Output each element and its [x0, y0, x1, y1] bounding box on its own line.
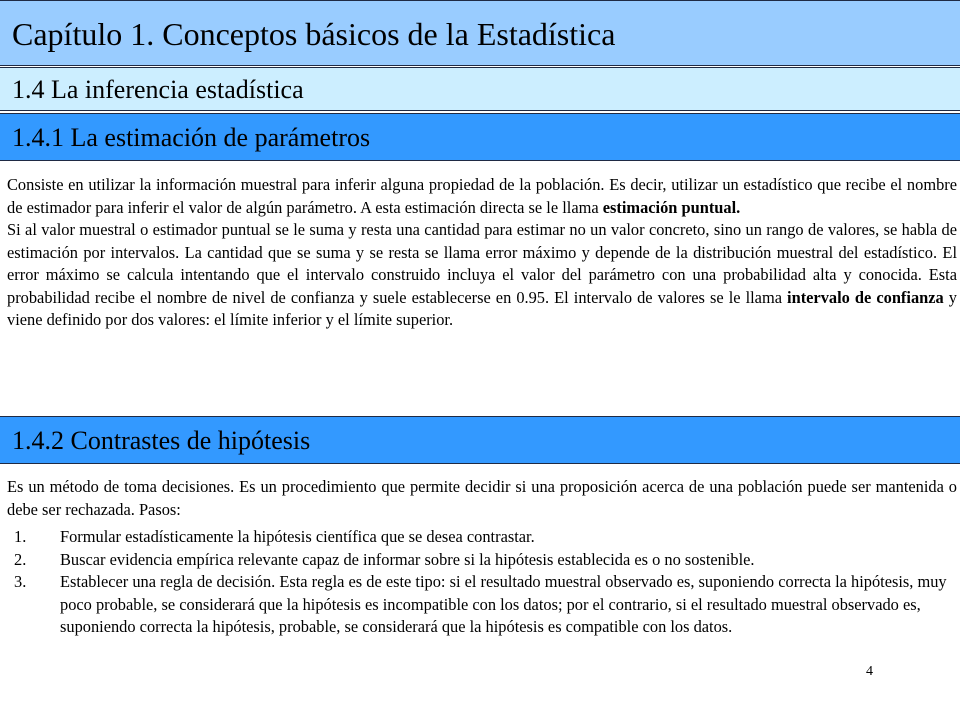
section-subtitle: 1.4 La inferencia estadística — [12, 75, 304, 104]
section1-text-b: Si al valor muestral o estimador puntual se le suma y resta una cantidad para estimar no un valor concreto, sino un rango de valores, se habla de estimación por intervalos. La cantidad que se suma y se resta se llama error máximo y depende de la distribución muestral del estadístico. El error máximo se calcula intentando que el intervalo construido incluya el valor del parámetro con una probabilidad alta y conocida. Esta probabilidad recibe el nombre de nivel de confianza y suele establecerse en 0.95. El intervalo de valores se le llama — [7, 220, 957, 307]
section1-bold-b: intervalo de confianza — [787, 287, 944, 307]
section1-heading: 1.4.1 La estimación de parámetros — [12, 123, 371, 152]
section2-heading-bar — [0, 416, 960, 464]
list-item — [7, 571, 957, 639]
step-text: Formular estadísticamente la hipótesis científica que se desea contrastar. — [60, 527, 535, 546]
step-text: Buscar evidencia empírica relevante capaz de informar sobre si la hipótesis establecida es o no sostenible. — [60, 549, 755, 569]
list-item — [7, 549, 957, 572]
step-number: 3. — [14, 572, 27, 591]
section2-intro: Es un método de toma decisiones. Es un procedimiento que permite decidir si una proposición acerca de una población puede ser mantenida o debe ser rechazada. Pasos: — [7, 477, 957, 519]
section1-heading-bar — [0, 113, 960, 161]
section1-text-a: Consiste en utilizar la información muestral para inferir alguna propiedad de la población. Es decir, utilizar un estadístico que recibe el nombre de estimador para inferir el valor de algún parámetro. A esta estimación directa se le llama — [7, 175, 957, 217]
chapter-title-bar — [0, 0, 960, 66]
subtitle-bar — [0, 67, 960, 111]
section1-bold-a: estimación puntual. — [602, 197, 741, 217]
step-number: 2. — [14, 549, 27, 569]
section2-heading: 1.4.2 Contrastes de hipótesis — [12, 426, 311, 455]
section1-text-c: y viene definido por dos valores: el límite inferior y el límite superior. — [7, 287, 957, 329]
list-item — [7, 526, 957, 549]
page-number: 4 — [866, 664, 873, 679]
section1-body — [7, 174, 957, 332]
step-number: 1. — [14, 527, 27, 546]
steps-list — [7, 526, 957, 639]
chapter-title: Capítulo 1. Conceptos básicos de la Estadística — [12, 16, 616, 52]
step-text: Establecer una regla de decisión. Esta regla es de este tipo: si el resultado muestral observado es, suponiendo correcta la hipótesis, muy poco probable, se considerará que la hipótesis es incompatible con los datos; por el contrario, si el resultado muestral observado es, suponiendo correcta la hipótesis, probable, se considerará que la hipótesis es compatible con los datos. — [60, 572, 947, 636]
